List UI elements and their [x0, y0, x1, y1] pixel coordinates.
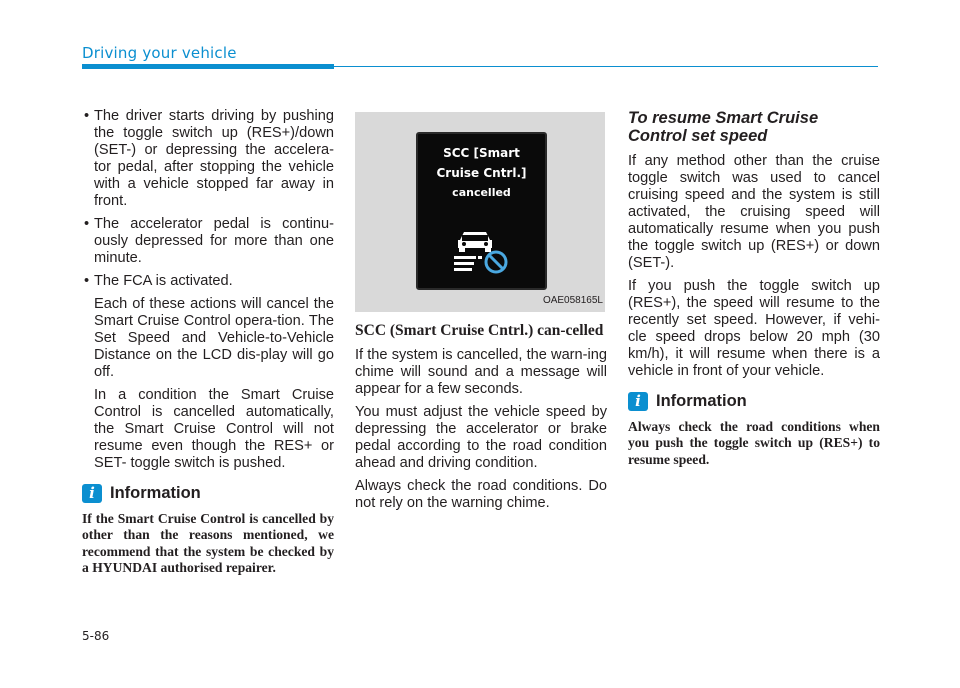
body-paragraph: Always check the road conditions. Do not rely on the warning chime.	[355, 478, 607, 511]
information-icon: i	[82, 484, 102, 503]
resume-heading: To resume Smart Cruise Control set speed	[628, 109, 819, 145]
page-number: 5-86	[82, 629, 110, 643]
figure-code: OAE058165L	[542, 295, 603, 306]
body-paragraph: If the system is cancelled, the warn-ing chime will sound and a message will appear for a few seconds.	[355, 347, 607, 397]
information-title: Information	[656, 392, 747, 410]
body-paragraph: You must adjust the vehicle speed by depressing the accelerator or brake pedal according to the road condition ahead and driving condition.	[355, 404, 607, 471]
information-heading	[82, 484, 334, 503]
body-paragraph: If any method other than the cruise toggle switch was used to cancel cruising speed and the system is still activated, the cruising speed will automatically resume when you push the toggle switch up (RES+) or down (SET-).	[628, 153, 880, 271]
list-item: • The FCA is activated.	[82, 273, 334, 290]
page-header-title: Driving your vehicle	[82, 44, 237, 62]
list-item: • The driver starts driving by pushing the toggle switch up (RES+)/down (SET-) or depressing the accelera-tor pedal, after stopping the vehicle with a vehicle stopped far away in front.	[82, 108, 334, 210]
information-text: Always check the road conditions when you push the toggle switch up (RES+) to resume speed.	[628, 419, 880, 467]
column-middle	[355, 112, 607, 518]
lcd-message-line: Cruise Cntrl.]	[436, 166, 527, 180]
information-text: If the Smart Cruise Control is cancelled by other than the reasons mentioned, we recommend that the system be checked by a HYUNDAI authorised repairer.	[82, 511, 334, 576]
body-paragraph: If you push the toggle switch up (RES+), the speed will resume to the recently set speed. However, if vehi-cle speed drops below 20 mph (30 km/h), it will resume when there is a vehicle in front of your vehicle.	[628, 278, 880, 379]
header-rule-thick	[82, 64, 334, 69]
cancel-effect-paragraph: Each of these actions will cancel the Smart Cruise Control opera-tion. The Set Speed and Vehicle-to-Vehicle Distance on the LCD dis-play will go off.	[94, 296, 334, 380]
lcd-message-line: SCC [Smart	[443, 146, 520, 160]
header-rule-thin	[334, 66, 878, 67]
list-item: • The accelerator pedal is continu-ously depressed for more than one minute.	[82, 216, 334, 267]
information-heading	[628, 392, 880, 411]
information-icon: i	[628, 392, 648, 411]
lcd-message-line: cancelled	[452, 186, 511, 199]
cluster-figure	[355, 112, 605, 312]
auto-cancel-paragraph: In a condition the Smart Cruise Control is cancelled automatically, the Smart Cruise Control will not resume even though the RES+ or SET- toggle switch is pushed.	[94, 387, 334, 471]
cancel-conditions-list	[82, 108, 334, 290]
scc-cancelled-icon	[454, 226, 516, 278]
column-left	[82, 108, 334, 577]
section-title: SCC (Smart Cruise Cntrl.) can-celled	[355, 322, 604, 339]
information-title: Information	[110, 484, 201, 502]
lcd-display	[416, 132, 547, 290]
column-right	[628, 109, 880, 468]
